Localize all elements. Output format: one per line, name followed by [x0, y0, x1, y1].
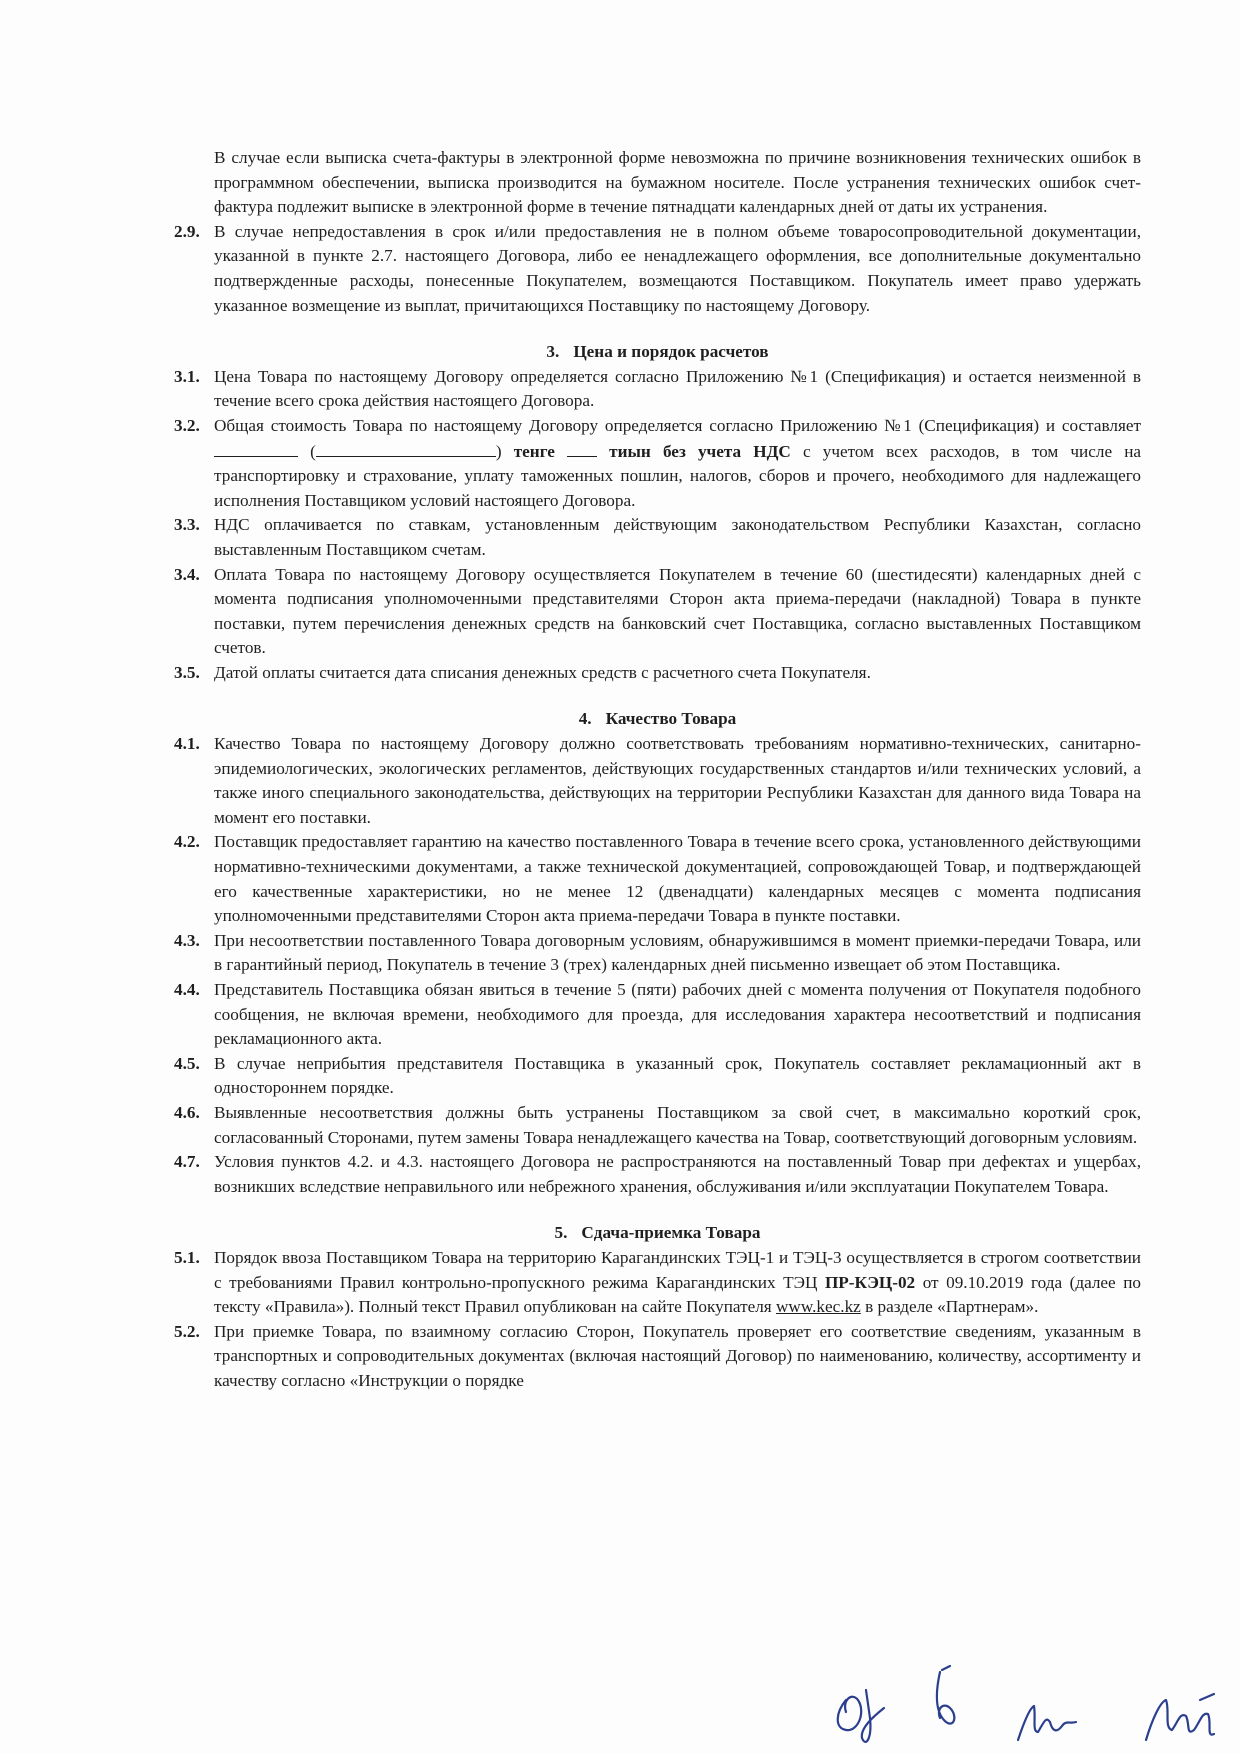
section-4-title: [174, 707, 1141, 732]
clause-4-6: [174, 1101, 1141, 1150]
paren-open: (: [310, 441, 316, 461]
clause-text-cont: от 09.10.2019 года (далее по тексту «Правила»). Полный текст Правил опубликован на сайте Покупателя: [214, 1272, 1142, 1317]
clause-text: В случае непредоставления в срок и/или предоставления не в полном объеме товаросопроводительной документации, указанной в пункте 2.7. настоящего Договора, либо ее ненадлежащего оформления, все дополнительные документально подтвержденные расходы, понесенные Покупателем, возмещаются Поставщиком. Покупатель имеет право удержать указанное возмещение из выплат, причитающихся Поставщику по настоящему Договору.: [214, 221, 1141, 315]
clause-2-9: [174, 220, 1141, 318]
clause-text: При несоответствии поставленного Товара договорным условиям, обнаружившимся в момент приемки-передачи Товара, или в гарантийный период, Покупатель в течение 3 (трех) календарных дней письменно извещает об этом Поставщика.: [214, 930, 1141, 975]
section-title-text: Сдача-приемка Товара: [581, 1223, 761, 1243]
clause-number: 4.7.: [174, 1152, 200, 1172]
clause-text: Поставщик предоставляет гарантию на качество поставленного Товара в течение всего срока, установленного действующими нормативно-техническими документами, а также технической документацией, сопровождающей Товар, и подтверждающей его качественные характеристики, но не менее 12 (двенадцати) календарных месяцев с момента подписания уполномоченными представителями Сторон акта приема-передачи Товара в пункте поставки.: [214, 832, 1141, 926]
clause-number: 3.1.: [174, 366, 200, 386]
clause-3-5: [174, 661, 1141, 686]
signature-1: [838, 1690, 884, 1742]
clause-number: 4.4.: [174, 980, 200, 999]
clause-text: В случае неприбытия представителя Поставщика в указанный срок, Покупатель составляет рекламационный акт в одностороннем порядке.: [214, 1053, 1141, 1098]
clause-text: НДС оплачивается по ставкам, установленным действующим законодательством Республики Казахстан, согласно выставленным Поставщиком счетам.: [214, 515, 1141, 559]
amount-words-blank: [316, 439, 496, 457]
clause-4-3: [174, 929, 1141, 978]
section-3-title: [174, 340, 1141, 365]
clause-number: 5.1.: [174, 1247, 200, 1267]
clause-text: Общая стоимость Товара по настоящему Договору определяется согласно Приложению №1 (Спецификация) и составляет: [214, 415, 1141, 435]
clause-number: 4.6.: [174, 1102, 200, 1122]
section-title-text: Качество Товара: [605, 709, 737, 729]
clause-4-5: [174, 1052, 1141, 1101]
clause-text: Представитель Поставщика обязан явиться в течение 5 (пяти) рабочих дней с момента получения от Покупателя подобного сообщения, не включая времени, необходимого для проезда, для исследования характера несоответствий и подписания рекламационного акта.: [214, 980, 1141, 1049]
clause-text-cont: с учетом всех расходов, в том числе на транспортировку и страхование, уплату таможенных пошлин, налогов, сборов и прочего, необходимого для надлежащего исполнения Поставщиком условий настоящего Договора.: [214, 441, 1142, 510]
intro-paragraph: В случае если выписка счета-фактуры в электронной форме невозможна по причине возникновения технических ошибок в программном обеспечении, выписка производится на бумажном носителе. После устранения технических ошибок счет-фактура подлежит выписке в электронной форме в течение пятнадцати календарных дней от даты их устранения.: [214, 148, 1141, 217]
clause-text-end: в разделе «Партнерам».: [865, 1297, 1039, 1317]
clause-number: 3.5.: [174, 662, 200, 682]
section-number: 4.: [578, 709, 592, 729]
document-body: [174, 146, 1141, 1394]
signature-3: [1018, 1706, 1076, 1740]
rules-code: ПР-КЭЦ-02: [824, 1272, 916, 1292]
clause-number: 4.5.: [174, 1053, 200, 1073]
section-title-text: Цена и порядок расчетов: [573, 342, 769, 362]
section-number: 5.: [554, 1223, 568, 1243]
currency-label: тенге: [513, 441, 555, 461]
amount-blank: [214, 439, 298, 457]
clause-text: Качество Товара по настоящему Договору должно соответствовать требованиям нормативно-технических, санитарно-эпидемиологических, экологических регламентов, действующих государственных стандартов и/или технических условий, а также иного специального законодательства, действующих на территории Республики Казахстан для данного вида Товара на момент его поставки.: [214, 734, 1141, 827]
section-5-title: [174, 1221, 1141, 1246]
website-link[interactable]: www.kec.kz: [776, 1297, 861, 1317]
clause-3-3: [174, 513, 1141, 562]
clause-number: 3.4.: [174, 564, 200, 584]
signature-2: [937, 1666, 954, 1724]
tiyn-blank: [567, 439, 597, 457]
clause-5-1: [174, 1246, 1141, 1320]
clause-3-1: [174, 365, 1141, 414]
clause-4-2: [174, 830, 1141, 928]
clause-number: 4.2.: [174, 832, 200, 852]
vat-label: тиын без учета НДС: [609, 441, 791, 461]
clause-number: 2.9.: [174, 221, 200, 241]
clause-number: 5.2.: [174, 1321, 200, 1341]
clause-text: Цена Товара по настоящему Договору определяется согласно Приложению №1 (Спецификация) и остается неизменной в течение всего срока действия настоящего Договора.: [214, 366, 1141, 411]
clause-number: 4.3.: [174, 930, 200, 950]
clause-text: Датой оплаты считается дата списания денежных средств с расчетного счета Покупателя.: [214, 662, 871, 682]
clause-4-4: [174, 978, 1141, 1052]
clause-5-2: [174, 1320, 1141, 1394]
clause-text: Условия пунктов 4.2. и 4.3. настоящего Договора не распространяются на поставленный Товар при дефектах и ущербах, возникших вследствие неправильного или небрежного хранения, обслуживания и/или эксплуатации Покупателем Товара.: [214, 1152, 1141, 1196]
paren-close: ): [495, 441, 502, 461]
clause-4-1: [174, 732, 1141, 830]
clause-number: 3.2.: [174, 415, 200, 435]
clause-3-4: [174, 563, 1141, 661]
clause-3-2: [174, 414, 1141, 513]
clause-text: Оплата Товара по настоящему Договору осуществляется Покупателем в течение 60 (шестидесяти) календарных дней с момента подписания уполномоченными представителями Сторон акта приема-передачи (накладной) Товара в пункте поставки, путем перечисления денежных средств на банковский счет Поставщика, согласно выставленных Поставщиком счетов.: [214, 564, 1141, 658]
clause-text: При приемке Товара, по взаимному согласию Сторон, Покупатель проверяет его соответствие сведениям, указанным в транспортных и сопроводительных документах (включая настоящий Договор) по наименованию, количеству, ассортименту и качеству согласно «Инструкции о порядке: [214, 1321, 1141, 1390]
clause-text: Порядок ввоза Поставщиком Товара на территорию Карагандинских ТЭЦ-1 и ТЭЦ-3 осуществляется в строгом соответствии с требованиями Правил контрольно-пропускного режима Карагандинских ТЭЦ: [214, 1247, 1141, 1292]
section-number: 3.: [546, 342, 560, 362]
clause-text: Выявленные несоответствия должны быть устранены Поставщиком за свой счет, в максимально короткий срок, согласованный Сторонами, путем замены Товара ненадлежащего качества на Товар, соответствующий договорным условиям.: [214, 1102, 1141, 1147]
clause-number: 4.1.: [174, 734, 200, 754]
clause-number: 3.3.: [174, 515, 200, 535]
signature-4: [1146, 1694, 1214, 1740]
clause-4-7: [174, 1150, 1141, 1199]
